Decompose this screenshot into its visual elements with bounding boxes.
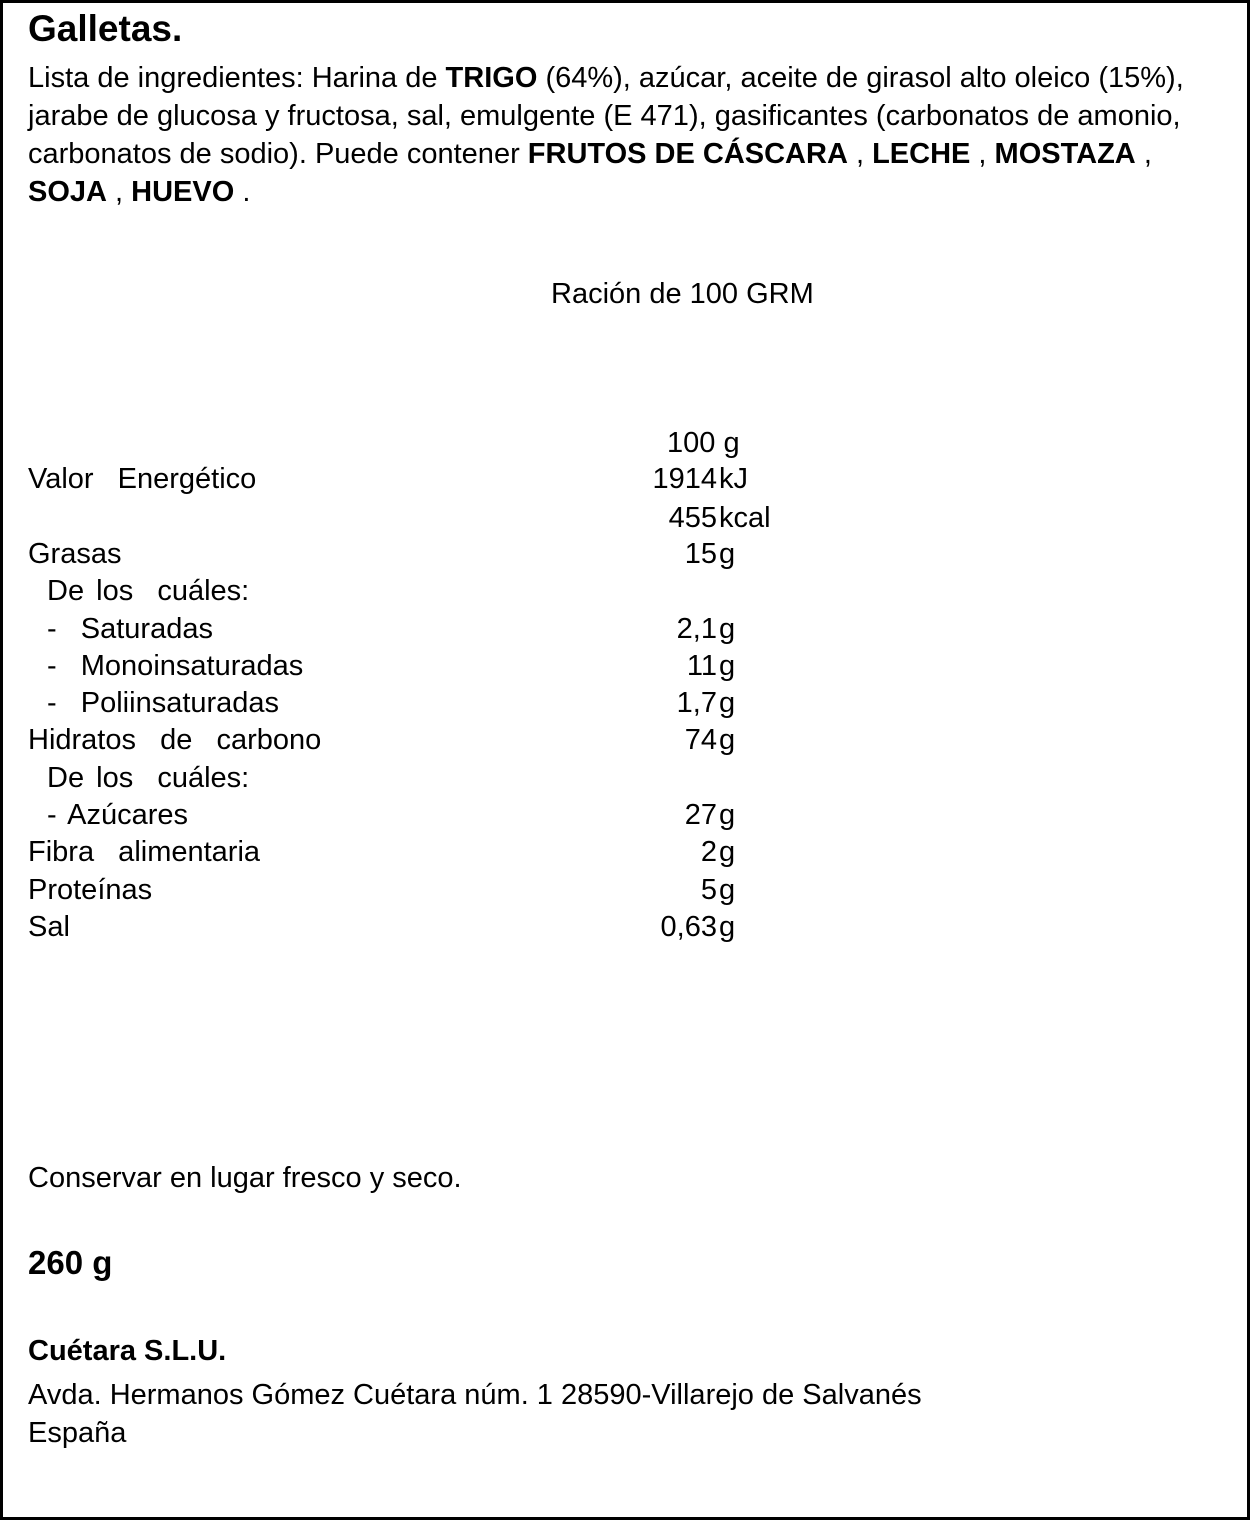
- ingredients-text: (64%), azúcar, aceite de girasol alto oleico (15%), jarabe de glucosa y fructosa, sal, emulgente (E 471), gasificantes (carbonatos de amonio, carbonatos de sodio). Puede contener: [28, 62, 1184, 170]
- nutrient-unit: g: [719, 613, 736, 645]
- separator: ,: [1135, 138, 1152, 170]
- nutrition-row: [3, 833, 1243, 871]
- nutrient-unit: g: [719, 799, 736, 831]
- serving-size: Ración de 100 GRM: [551, 278, 814, 310]
- nutrient-value: 2: [700, 836, 717, 868]
- nutrition-row: [3, 610, 1243, 648]
- nutrient-value: 0,63: [660, 911, 717, 943]
- nutrient-label: Hidratos de carbono: [28, 724, 322, 756]
- ingredients-list: [28, 59, 1218, 211]
- nutrient-unit: kcal: [719, 502, 771, 534]
- nutrient-label: - Azúcares: [47, 799, 188, 831]
- nutrient-value: 11: [686, 650, 717, 682]
- nutrient-label: Fibra alimentaria: [28, 836, 261, 868]
- company-address: Avda. Hermanos Gómez Cuétara núm. 1 28590-Villarejo de Salvanés: [28, 1379, 922, 1411]
- nutrient-unit: g: [719, 724, 736, 756]
- nutrient-label: De los cuáles:: [47, 762, 250, 794]
- nutrient-value: 5: [700, 874, 717, 906]
- separator: ,: [847, 138, 873, 170]
- ingredients-text: Lista de ingredientes: Harina de: [28, 62, 446, 94]
- allergen-wheat: TRIGO: [445, 62, 538, 94]
- nutrient-label: - Monoinsaturadas: [47, 650, 304, 682]
- product-title: Galletas.: [28, 8, 183, 49]
- company-country: España: [28, 1417, 127, 1449]
- nutrient-label: Sal: [28, 911, 70, 943]
- nutrient-unit: g: [719, 911, 736, 943]
- nutrient-value: 74: [684, 724, 717, 756]
- storage-instructions: Conservar en lugar fresco y seco.: [28, 1162, 462, 1194]
- company-name: Cuétara S.L.U.: [28, 1335, 227, 1367]
- nutrient-value: 27: [684, 799, 717, 831]
- nutrient-label: - Poliinsaturadas: [47, 687, 280, 719]
- nutrition-row: [3, 647, 1243, 685]
- allergen-milk: LECHE: [872, 138, 971, 170]
- nutrient-label: De los cuáles:: [47, 575, 250, 607]
- nutrient-unit: g: [719, 538, 736, 570]
- separator: ,: [106, 176, 132, 208]
- allergen-nuts: FRUTOS DE CÁSCARA: [527, 138, 848, 170]
- nutrition-row: [3, 759, 1243, 797]
- net-weight: 260 g: [28, 1244, 113, 1281]
- nutrient-unit: g: [719, 874, 736, 906]
- nutrient-unit: g: [719, 650, 736, 682]
- nutrition-row: [3, 796, 1243, 834]
- nutrition-column-header: 100 g: [667, 427, 740, 459]
- nutrient-label: Valor Energético: [28, 463, 257, 495]
- allergen-mustard: MOSTAZA: [994, 138, 1136, 170]
- nutrition-row: [3, 460, 1243, 498]
- nutrient-value: 455: [668, 502, 717, 534]
- nutrition-row: [3, 871, 1243, 909]
- nutrient-value: 1914: [652, 463, 717, 495]
- separator: ,: [970, 138, 995, 170]
- nutrition-row: [3, 572, 1243, 610]
- nutrition-row: [3, 499, 1243, 537]
- nutrient-value: 15: [684, 538, 717, 570]
- nutrient-label: Proteínas: [28, 874, 153, 906]
- nutrient-label: - Saturadas: [47, 613, 213, 645]
- allergen-egg: HUEVO: [131, 176, 235, 208]
- nutrient-unit: kJ: [719, 463, 748, 495]
- ingredients-end: .: [234, 176, 251, 208]
- allergen-soy: SOJA: [28, 176, 107, 208]
- nutrient-value: 1,7: [676, 687, 717, 719]
- nutrient-unit: g: [719, 687, 736, 719]
- nutrition-row: [3, 908, 1243, 946]
- nutrition-row: [3, 721, 1243, 759]
- nutrient-unit: g: [719, 836, 736, 868]
- nutrition-row: [3, 535, 1243, 573]
- nutrient-value: 2,1: [676, 613, 717, 645]
- nutrient-label: Grasas: [28, 538, 122, 570]
- company-address-block: [28, 1376, 922, 1452]
- nutrition-row: [3, 684, 1243, 722]
